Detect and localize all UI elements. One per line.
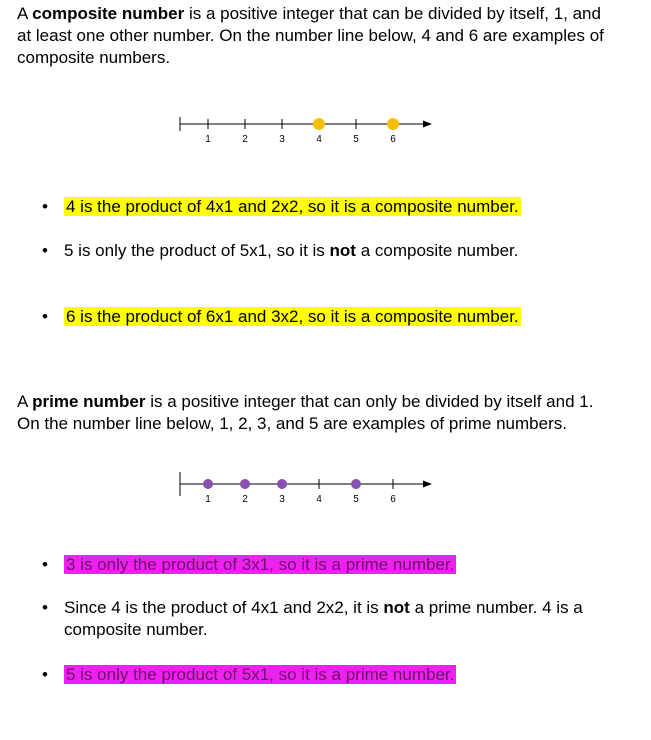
tick-label-3: 3 [279,494,285,505]
prime-rest: is a positive integer that can only be divided by itself and 1. On the number line below, 1, 2, 3, and 5 are examples of prime numbers. [17,392,594,433]
tick-label-6: 6 [390,134,396,145]
point-marker-5 [351,479,361,489]
arrow-head-icon [423,481,432,488]
tick-label-5: 5 [353,494,359,505]
bullet-icon: • [42,555,48,574]
tick-label-4: 4 [316,494,322,505]
point-marker-2 [240,479,250,489]
tick-label-6: 6 [390,494,396,505]
bullet-text: 5 is only the product of 5x1, so it is a prime number. [66,665,455,684]
point-marker-6 [387,118,399,130]
tick-label-1: 1 [205,134,211,145]
bullet-icon: • [42,241,48,260]
prime-number-line [170,468,440,508]
tick-label-4: 4 [316,134,322,145]
bullet-icon: • [42,665,48,684]
composite-definition [17,3,617,69]
bullet-text: 5 is only the product of 5x1, so it is not a composite number. [64,241,519,260]
tick-label-2: 2 [242,494,248,505]
bullet-icon: • [42,598,48,617]
bullet-text: 6 is the product of 6x1 and 3x2, so it is a composite number. [66,307,519,326]
composite-lead: A [17,4,33,23]
tick-label-3: 3 [279,134,285,145]
tick-label-5: 5 [353,134,359,145]
bullet-icon: • [42,197,48,216]
bullet-text: Since 4 is the product of 4x1 and 2x2, it is not a prime number. 4 is a composite number. [64,598,583,639]
point-marker-3 [277,479,287,489]
prime-lead: A [17,392,33,411]
bullet-text: 3 is only the product of 3x1, so it is a prime number. [66,555,455,574]
tick-label-1: 1 [205,494,211,505]
composite-rest: is a positive integer that can be divided by itself, 1, and at least one other number. On the number line below, 4 and 6 are examples of composite numbers. [17,4,604,67]
arrow-head-icon [423,121,432,128]
composite-number-line [170,108,440,148]
bullet-text: 4 is the product of 4x1 and 2x2, so it is a composite number. [66,197,519,216]
composite-term: composite number [32,4,185,23]
prime-definition [17,391,617,435]
bullet-icon: • [42,307,48,326]
point-marker-1 [203,479,213,489]
point-marker-4 [313,118,325,130]
prime-term: prime number [32,392,146,411]
tick-label-2: 2 [242,134,248,145]
